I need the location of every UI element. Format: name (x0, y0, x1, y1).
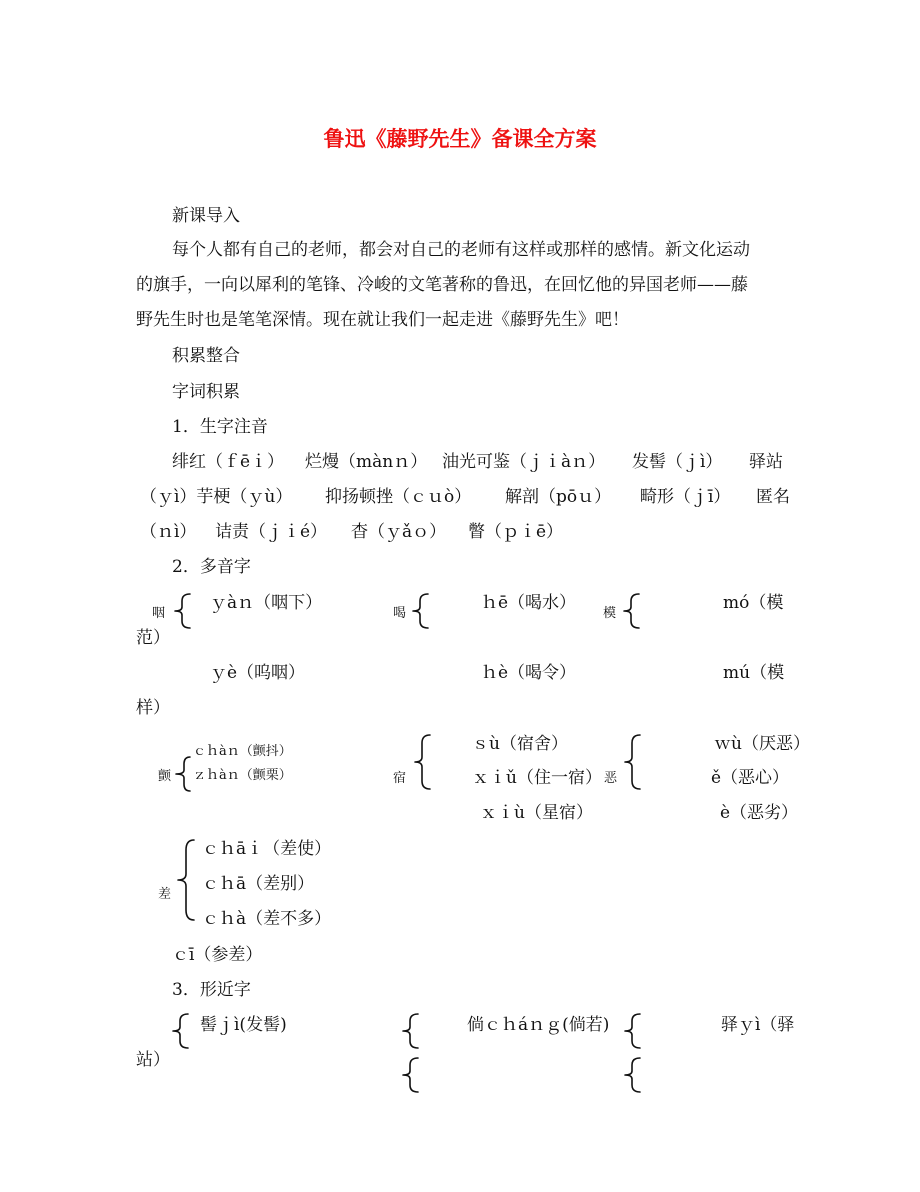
similar-item: 倘ｃｈáｎｇ(倘若) (467, 1015, 610, 1035)
similar-item-wrap: 站） (136, 1050, 170, 1070)
poly-reading-wrap: 样） (136, 698, 170, 718)
brace-icon (398, 1056, 422, 1094)
pinyin-item: 畸形（ｊī） (640, 487, 731, 507)
poly-reading: ｘｉù（星宿） (480, 803, 593, 823)
poly-reading: ｈē（喝水） (481, 593, 577, 613)
poly-reading: ｘｉǔ（住一宿） (472, 768, 602, 788)
poly-reading: ｃī（参差） (172, 945, 263, 965)
accum-heading: 积累整合 (172, 346, 240, 366)
poly-char-su: 宿 (393, 771, 407, 786)
brace-icon (620, 1012, 644, 1050)
pinyin-item: 瞥（ｐｉē） (468, 522, 564, 542)
poly-reading: ｓù（宿舍） (472, 734, 568, 754)
similar-item: 髻ｊì(发髻) (200, 1015, 287, 1035)
pinyin-item: 发髻（ｊì） (632, 452, 723, 472)
poly-heading: 2．多音字 (172, 557, 251, 577)
poly-reading: ｃｈā（差别） (202, 874, 315, 894)
poly-char-cha: 差 (158, 887, 172, 902)
pinyin-item: 诘责（ｊｉé） (215, 522, 328, 542)
intro-line-1: 每个人都有自己的老师，都会对自己的老师有这样或那样的感情。新文化运动 (172, 240, 750, 260)
pinyin-item: （ｙì）芋梗（ｙù） (140, 487, 293, 507)
brace-icon (620, 1056, 644, 1094)
brace-icon (168, 1012, 192, 1050)
poly-reading: ｗù（厌恶） (714, 734, 810, 754)
pinyin-heading: 1．生字注音 (172, 417, 268, 437)
pinyin-item: 抑扬顿挫（ｃｕò） (325, 487, 472, 507)
poly-reading: ě（恶心） (711, 768, 790, 788)
brace-icon (410, 733, 434, 791)
poly-reading: ｙàｎ（咽下） (210, 593, 323, 613)
poly-reading: ｙè（呜咽） (210, 663, 306, 683)
page-title: 鲁迅《藤野先生》备课全方案 (323, 126, 597, 151)
pinyin-item: （ｎì） (140, 522, 197, 542)
pinyin-item: 杳（ｙǎｏ） (351, 522, 447, 542)
pinyin-item: 绯红（ｆēｉ） (172, 452, 285, 472)
brace-icon (408, 592, 432, 630)
poly-reading: ｃｈàｎ（颤抖） (193, 744, 292, 759)
poly-reading: ｚｈàｎ（颤栗） (193, 768, 292, 783)
poly-reading: ｃｈà（差不多） (202, 909, 332, 929)
poly-char-yan: 咽 (152, 606, 166, 621)
poly-char-chan: 颤 (158, 769, 172, 784)
brace-icon (174, 838, 198, 922)
pinyin-item: 匿名 (756, 487, 790, 507)
brace-icon (619, 592, 643, 630)
words-heading: 字词积累 (172, 382, 240, 402)
similar-item: 驿ｙì（驿 (721, 1015, 795, 1035)
pinyin-item: 驿站 (749, 452, 783, 472)
brace-icon (172, 755, 192, 793)
brace-icon (170, 592, 194, 630)
poly-char-mo: 模 (603, 606, 617, 621)
intro-line-3: 野先生时也是笔笔深情。现在就让我们一起走进《藤野先生》吧！ (136, 310, 629, 330)
intro-heading: 新课导入 (172, 206, 240, 226)
brace-icon (398, 1012, 422, 1050)
poly-reading-wrap: 范） (136, 628, 170, 648)
intro-line-2: 的旗手，一向以犀利的笔锋、冷峻的文笔著称的鲁迅，在回忆他的异国老师——藤 (136, 275, 748, 295)
poly-reading: ｃｈāｉ（差使） (202, 839, 332, 859)
poly-reading: è（恶劣） (720, 803, 799, 823)
poly-reading: mú（模 (723, 663, 785, 683)
poly-reading: ｈè（喝令） (481, 663, 577, 683)
poly-char-wu: 恶 (604, 771, 618, 786)
pinyin-item: 烂熳（mànｎ） (305, 452, 428, 472)
poly-char-he: 喝 (393, 606, 407, 621)
brace-icon (620, 733, 644, 791)
pinyin-item: 油光可鉴（ｊｉàｎ） (442, 452, 606, 472)
poly-reading: mó（模 (723, 593, 784, 613)
pinyin-item: 解剖（pōｕ） (505, 487, 612, 507)
similar-heading: 3．形近字 (172, 980, 251, 1000)
